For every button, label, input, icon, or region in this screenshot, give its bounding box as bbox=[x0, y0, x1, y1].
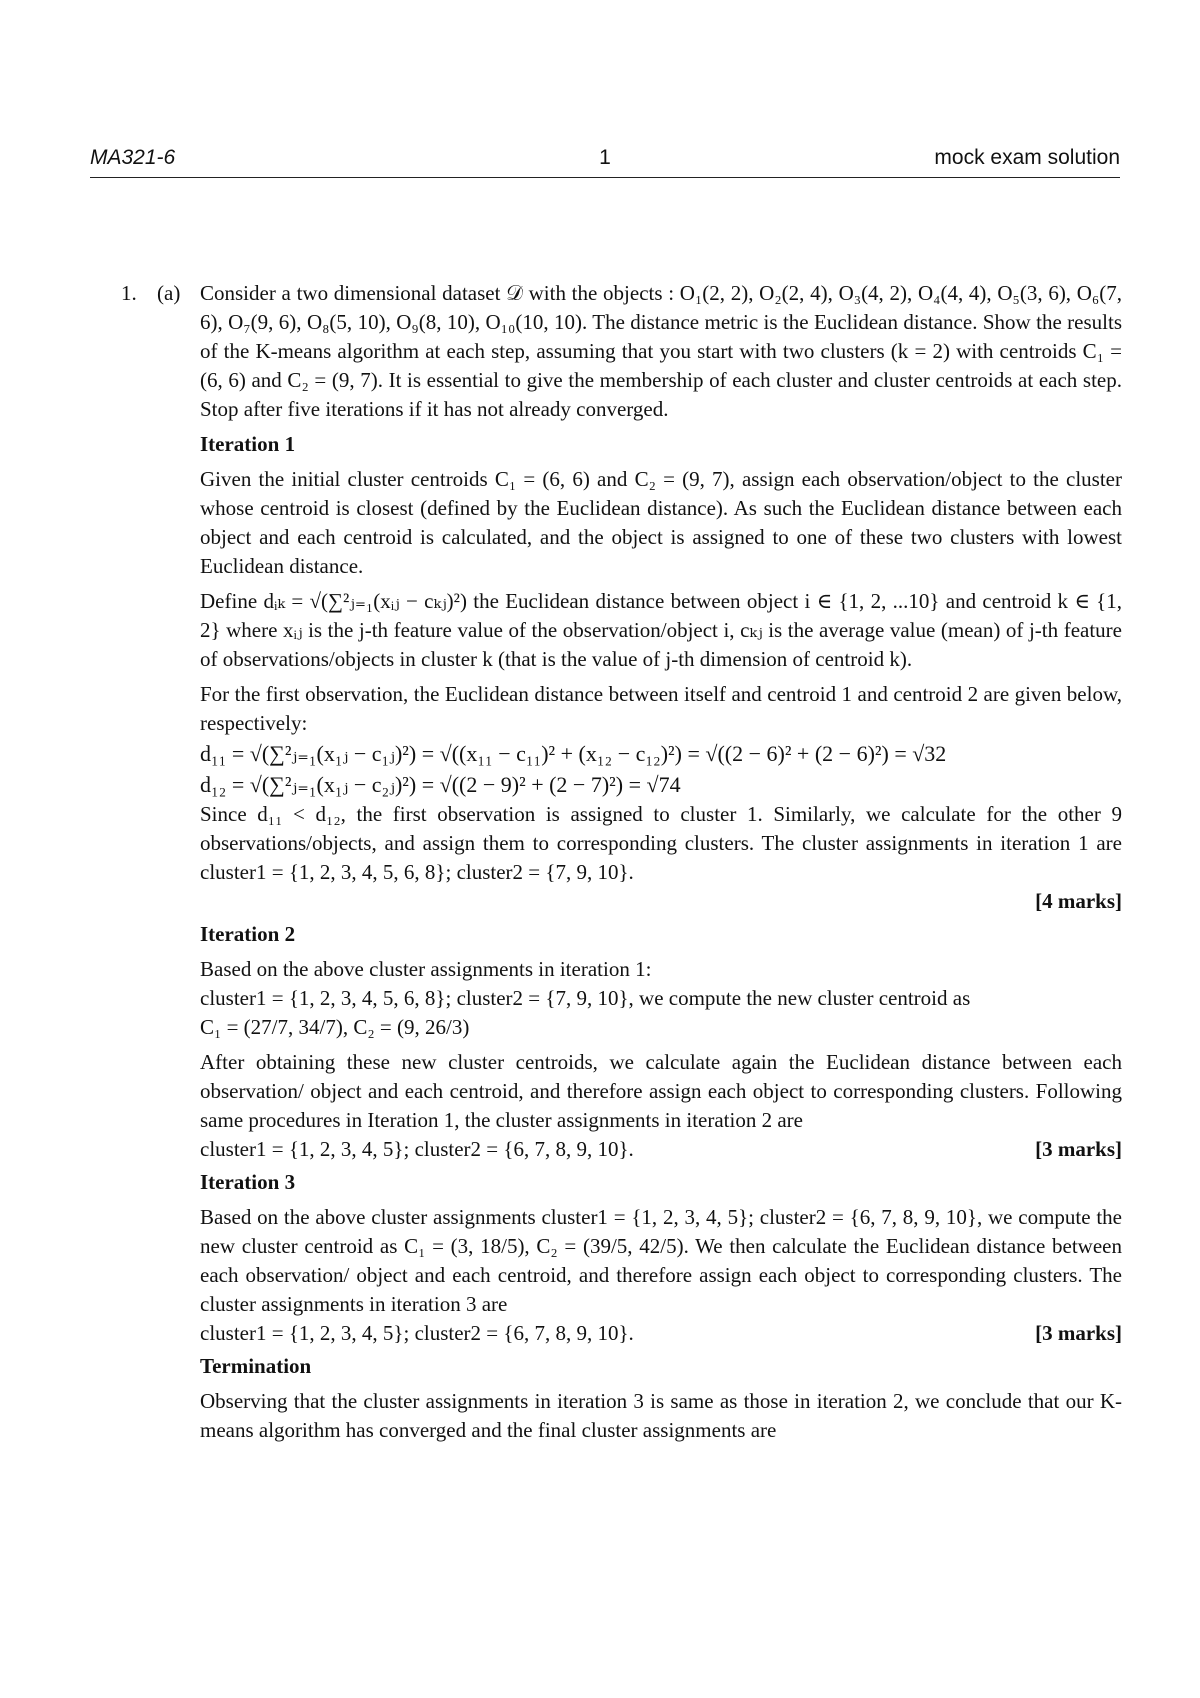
iteration-1-paragraph-1: Given the initial cluster centroids C₁ = (6, 6) and C₂ = (9, 7), assign each observation/object to the cluster whose centroid is closest (defined by the Euclidean distance). As such the Euclidean distance between each object and each centroid is calculated, and the object is assigned to one of these two clusters with lowest Euclidean distance. bbox=[200, 467, 1122, 578]
header-document-title: mock exam solution bbox=[934, 146, 1120, 169]
header-page-number: 1 bbox=[599, 146, 611, 169]
iteration-1-paragraph-3: For the first observation, the Euclidean distance between itself and centroid 1 and centroid 2 are given below, respectively: bbox=[200, 682, 1122, 735]
iteration-2-line-2: cluster1 = {1, 2, 3, 4, 5, 6, 8}; cluster2 = {7, 9, 10}, we compute the new cluster centroid as bbox=[200, 986, 971, 1010]
iteration-1-definition: Define dᵢₖ = √(∑²ⱼ₌₁(xᵢⱼ − cₖⱼ)²) the Euclidean distance between object i ∈ {1, 2, ...10} and centroid k ∈ {1, 2} where xᵢⱼ is the j-th feature value of the observation/object i, cₖⱼ is the average value (mean) of j-th feature of observations/objects in cluster k (that is the value of j-th dimension of centroid k). bbox=[200, 589, 1122, 671]
iteration-2-marks: [3 marks] bbox=[1035, 1137, 1122, 1161]
iteration-2-paragraph: After obtaining these new cluster centroids, we calculate again the Euclidean distance between each observation/ object and each centroid, and therefore assign each object to corresponding clusters. Following same procedures in Iteration 1, the cluster assignments in iteration 2 are bbox=[200, 1050, 1122, 1132]
iteration-1-heading: Iteration 1 bbox=[200, 432, 296, 456]
question-part: (a) bbox=[157, 281, 181, 305]
iteration-2-result-row bbox=[200, 1135, 1122, 1164]
equation-d11: d₁₁ = √(∑²ⱼ₌₁(x₁ⱼ − c₁ⱼ)²) = √((x₁₁ − c₁₁)² + (x₁₂ − c₁₂)²) = √((2 − 6)² + (2 − 6)²) = √32 bbox=[200, 741, 947, 766]
question-number: 1. bbox=[121, 281, 137, 305]
header-rule bbox=[90, 177, 1120, 178]
iteration-2-line-1: Based on the above cluster assignments in iteration 1: bbox=[200, 957, 652, 981]
iteration-3-result: cluster1 = {1, 2, 3, 4, 5}; cluster2 = {6, 7, 8, 9, 10}. bbox=[200, 1321, 634, 1345]
header-course-code: MA321-6 bbox=[90, 146, 176, 169]
equation-d12: d₁₂ = √(∑²ⱼ₌₁(x₁ⱼ − c₂ⱼ)²) = √((2 − 9)² + (2 − 7)²) = √74 bbox=[200, 772, 681, 797]
iteration-2-centroids: C₁ = (27/7, 34/7), C₂ = (9, 26/3) bbox=[200, 1015, 470, 1039]
iteration-1-paragraph-4: Since d₁₁ < d₁₂, the first observation is assigned to cluster 1. Similarly, we calculate for the other 9 observations/objects, and assign them to corresponding clusters. The cluster assignments in iteration 1 are cluster1 = {1, 2, 3, 4, 5, 6, 8}; cluster2 = {7, 9, 10}. bbox=[200, 802, 1122, 884]
page-header bbox=[90, 146, 1120, 176]
termination-heading: Termination bbox=[200, 1354, 312, 1378]
iteration-1-marks: [4 marks] bbox=[1035, 889, 1122, 913]
iteration-3-heading: Iteration 3 bbox=[200, 1170, 296, 1194]
question-prompt: Consider a two dimensional dataset 𝒟 with the objects : O₁(2, 2), O₂(2, 4), O₃(4, 2), O₄(4, 4), O₅(3, 6), O₆(7, 6), O₇(9, 6), O₈(5, 10), O₉(8, 10), O₁₀(10, 10). The distance metric is the Euclidean distance. Show the results of the K-means algorithm at each step, assuming that you start with two clusters (k = 2) with centroids C₁ = (6, 6) and C₂ = (9, 7). It is essential to give the membership of each cluster and cluster centroids at each step. Stop after five iterations if it has not already converged. bbox=[200, 281, 1122, 421]
iteration-2-heading: Iteration 2 bbox=[200, 922, 296, 946]
iteration-2-result: cluster1 = {1, 2, 3, 4, 5}; cluster2 = {6, 7, 8, 9, 10}. bbox=[200, 1137, 634, 1161]
termination-paragraph: Observing that the cluster assignments in iteration 3 is same as those in iteration 2, we conclude that our K-means algorithm has converged and the final cluster assignments are bbox=[200, 1389, 1122, 1442]
iteration-3-paragraph: Based on the above cluster assignments cluster1 = {1, 2, 3, 4, 5}; cluster2 = {6, 7, 8, 9, 10}, we compute the new cluster centroid as C₁ = (3, 18/5), C₂ = (39/5, 42/5). We then calculate the Euclidean distance between each observation/ object and each centroid, and therefore assign each object to corresponding clusters. The cluster assignments in iteration 3 are bbox=[200, 1205, 1122, 1316]
iteration-3-result-row bbox=[200, 1319, 1122, 1348]
solution-body bbox=[200, 279, 1122, 1451]
iteration-3-marks: [3 marks] bbox=[1035, 1321, 1122, 1345]
